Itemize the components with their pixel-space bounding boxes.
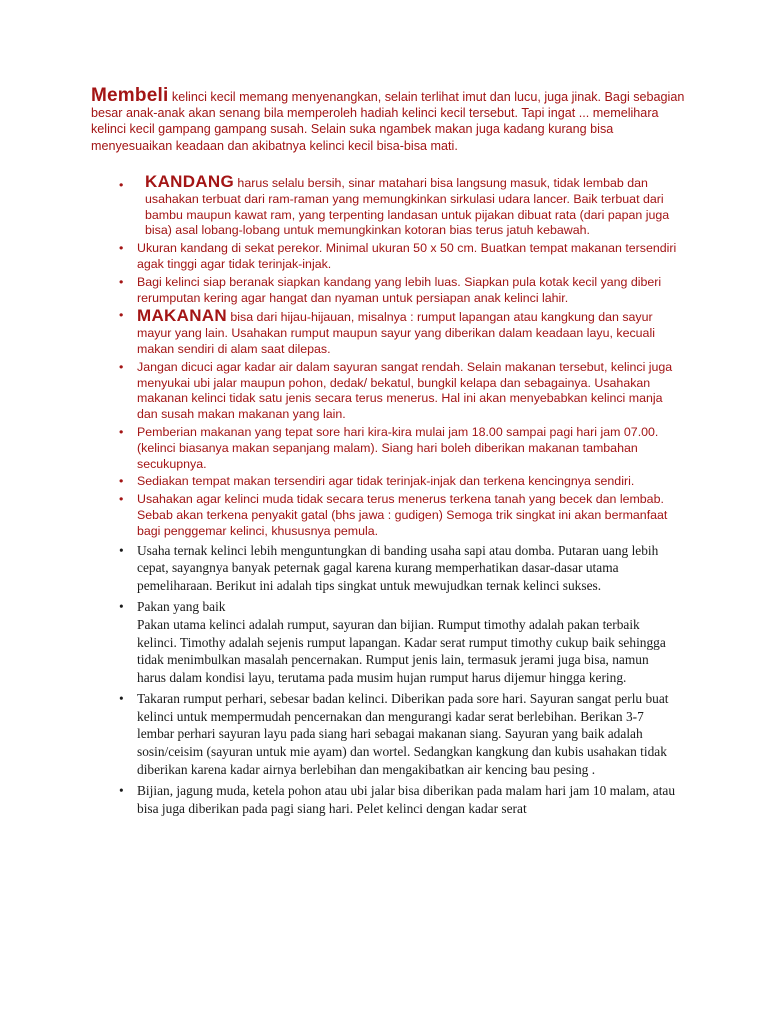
list-item: [119, 598, 679, 686]
bullet-icon: •: [119, 691, 124, 707]
list-item-text: harus selalu bersih, sinar matahari bisa langsung masuk, tidak lembab dan usahakan terbuat dari ram-raman yang memungkinkan sirkulasi udara lancer. Baik terbuat dari bambu maupun kawat ram, yang terpenting landasan untuk pijakan dibuat rata (dari papan juga bisa) asal lobang-lobang untuk memungkinkan kotoran bias terus jatuh kebawah.: [145, 176, 670, 238]
bullet-icon: •: [119, 599, 124, 615]
list-item: [119, 425, 679, 472]
intro-paragraph: [91, 85, 691, 154]
bullet-icon: •: [119, 783, 124, 799]
list-item-text: Bijian, jagung muda, ketela pohon atau ubi jalar bisa diberikan pada malam hari jam 10 malam, atau bisa juga diberikan pada pagi siang hari. Pelet kelinci dengan kadar serat: [137, 783, 676, 816]
bullet-icon: •: [119, 241, 124, 256]
bullet-icon: •: [119, 474, 124, 489]
intro-lead: Membeli: [91, 85, 169, 106]
list-item-text: Usaha ternak kelinci lebih menguntungkan di banding usaha sapi atau domba. Putaran uang lebih cepat, sayangnya banyak peternak gagal karena kurang memperhatikan dasar-dasar utama pemeliharaan. Berikut ini adalah tips singkat untuk mewujudkan ternak kelinci sukses.: [137, 542, 659, 593]
list-item-text: Usahakan agar kelinci muda tidak secara terus menerus terkena tanah yang becek dan lembab. Sebab akan terkena penyakit gatal (bhs jawa : gudigen) Semoga trik singkat ini akan bermanfaat bagi penggemar kelinci, khususnya pemula.: [137, 492, 668, 538]
list-item-text: Pemberian makanan yang tepat sore hari kira-kira mulai jam 18.00 sampai pagi hari jam 07.00. (kelinci biasanya makan sepanjang malam). Siang hari boleh diberikan makanan tambahan secukupnya.: [137, 424, 659, 471]
list-item-text: Jangan dicuci agar kadar air dalam sayuran sangat rendah. Selain makanan tersebut, kelinci juga menyukai ubi jalar maupun pohon, dedak/ bekatul, bungkil kelapa dan sebagainya. Usahakan makanan kelinci tidak satu jenis secara terus menerus. Hal ini akan menyebabkan kelinci manja dan susah makan makanan yang lain.: [137, 359, 673, 422]
section-heading-kandang: KANDANG: [145, 172, 234, 191]
section-heading-makanan: MAKANAN: [137, 306, 227, 326]
list-item-title: Pakan yang baik: [137, 599, 226, 615]
list-item-text: Takaran rumput perhari, sebesar badan kelinci. Diberikan pada sore hari. Sayuran sangat perlu buat kelinci untuk mempermudah pencernakan dan mengurangi kadar serat berlebihan. Berikan 3-7 lembar perhari sayuran layu pada siang hari sebagai makanan siang. Sayuran yang baik adalah sosin/ceisim (sayuran untuk mie ayam) dan wortel. Sedangkan kangkung dan kubis usahakan tidak diberikan karena kadar airnya berlebihan dan mengakibatkan air kencing bau pesing .: [137, 691, 669, 777]
tips-list: [119, 174, 679, 821]
list-item: [119, 492, 679, 539]
list-item: [119, 241, 679, 273]
list-item-text: Sediakan tempat makan tersendiri agar tidak terinjak-injak dan terkena kencingnya sendiri.: [137, 474, 635, 489]
bullet-icon: •: [119, 359, 124, 374]
list-item: [119, 474, 679, 490]
list-item: [119, 275, 679, 307]
bullet-icon: •: [119, 178, 124, 192]
list-item: [119, 690, 679, 778]
list-item-text: Ukuran kandang di sekat perekor. Minimal ukuran 50 x 50 cm. Buatkan tempat makanan tersendiri agak tinggi agar tidak terinjak-injak.: [137, 241, 677, 271]
list-item-text: Bagi kelinci siap beranak siapkan kandang yang lebih luas. Siapkan pula kotak kecil yang diberi rerumputan kering agar hangat dan nyaman untuk persiapan anak kelinci lahir.: [137, 274, 662, 305]
list-item: [119, 782, 679, 817]
bullet-icon: •: [119, 308, 124, 323]
list-item: [119, 542, 679, 595]
bullet-icon: •: [119, 542, 124, 558]
bullet-icon: •: [119, 274, 124, 289]
list-item-text: bisa dari hijau-hijauan, misalnya : rumput lapangan atau kangkung dan sayur mayur yang lain. Usahakan rumput maupun sayur yang diberikan dalam keadaan layu, kecuali makan sendiri di alam saat dilepas.: [137, 310, 655, 356]
list-item: [119, 174, 679, 239]
list-item: [119, 360, 679, 423]
bullet-icon: •: [119, 492, 124, 507]
intro-text: kelinci kecil memang menyenangkan, selain terlihat imut dan lucu, juga jinak. Bagi sebagian besar anak-anak akan senang bila memperoleh hadiah kelinci kecil tersebut. Tapi ingat ... memelihara kelinci kecil gampang gampang susah. Selain suka ngambek makan juga kadang kurang bisa menyesuaikan keadaan dan akibatnya kelinci kecil bisa-bisa mati.: [91, 90, 685, 153]
list-item: [119, 308, 679, 357]
bullet-icon: •: [119, 424, 124, 439]
list-item-text: Pakan utama kelinci adalah rumput, sayuran dan bijian. Rumput timothy adalah pakan terbaik kelinci. Timothy adalah sejenis rumput lapangan. Kadar serat rumput timothy cukup baik sehingga tidak menimbulkan masalah pencernakan. Rumput jenis lain, termasuk jerami juga bisa, namun harus dalam kondisi layu, terutama pada musim hujan rumput harus dijemur hingga kering.: [137, 616, 666, 685]
